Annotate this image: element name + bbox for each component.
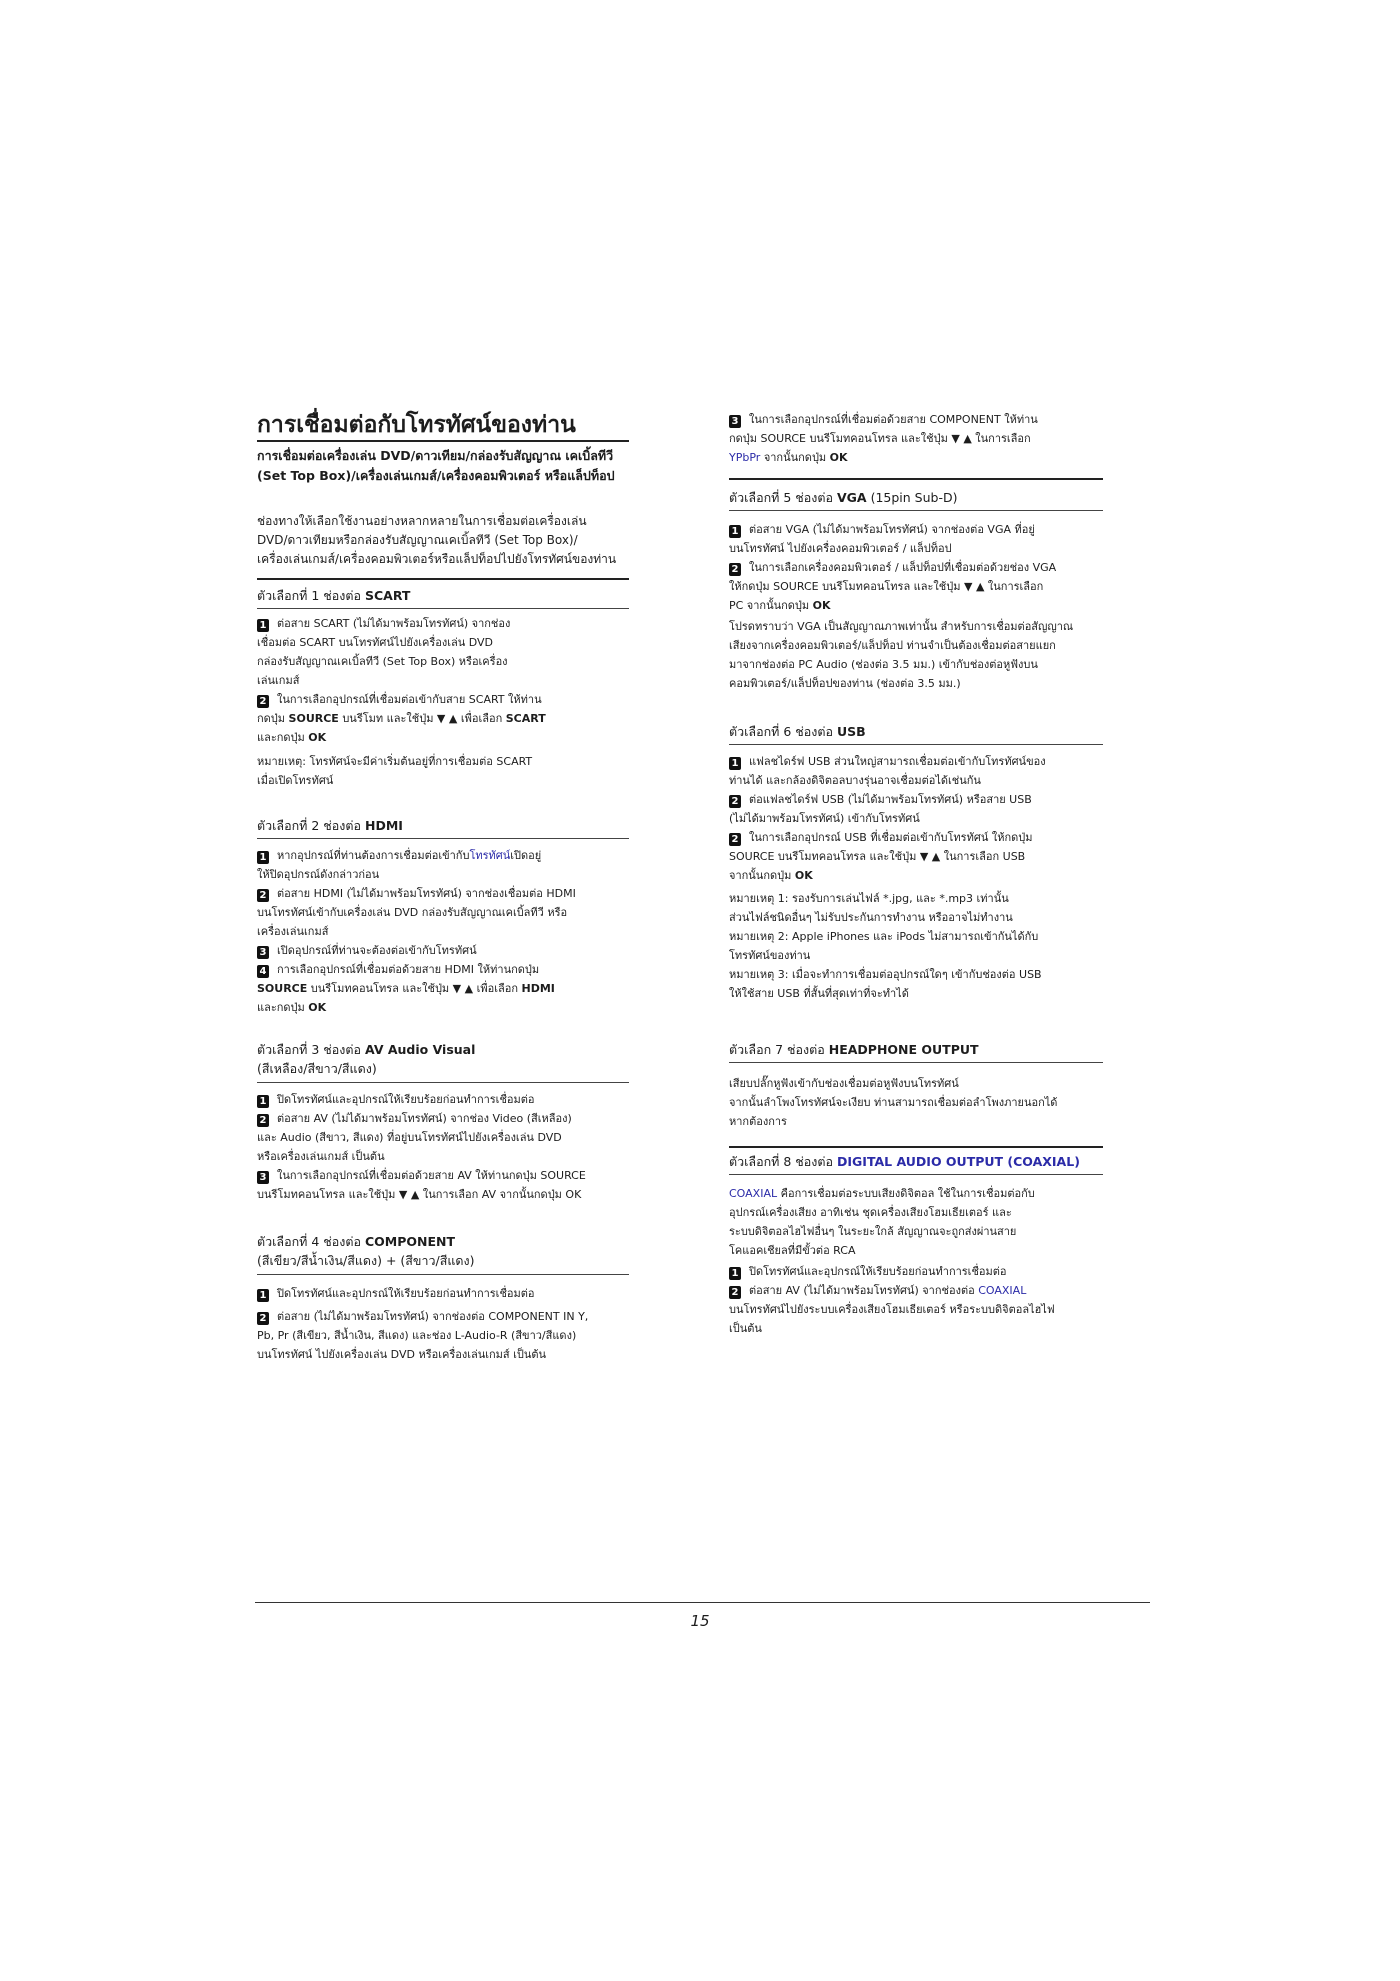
section-3-heading: ตัวเลือกที่ 3 ช่องต่อ AV Audio Visual (สีเหลือง/สีขาว/สีแดง) (257, 1042, 476, 1076)
section-6-heading: ตัวเลือกที่ 6 ช่องต่อ USB (729, 724, 866, 739)
title-rule (257, 440, 629, 442)
step-4-badge: 4 (257, 965, 269, 978)
step-2-badge: 2 (257, 889, 269, 902)
section-1-rule (257, 608, 629, 609)
section-6-body: 1 แฟลชไดร์ฟ USB ส่วนใหญ่สามารถเชื่อมต่อเข้ากับโทรทัศน์ของ ท่านได้ และกล้องดิจิตอลบางรุ่นอาจเชื่อมต่อได้เช่นกัน 2 ต่อแฟลชไดร์ฟ USB (ไม่ได้มาพร้อมโทรทัศน์) หรือสาย USB (ไม่ได้มาพร้อมโทรทัศน์) เข้ากับโทรทัศน์ 2 ในการเลือกอุปกรณ์ USB ที่เชื่อมต่อเข้ากับโทรทัศน์ ให้กดปุ่ม SOURCE บนรีโมทคอนโทรล และใช้ปุ่ม ▼ ▲ ในการเลือก USB จากนั้นกดปุ่ม OK หมายเหตุ 1: รองรับการเล่นไฟล์ *.jpg, และ *.mp3 เท่านั้น ส่วนไฟล์ชนิดอื่นๆ ไม่รับประกันการทำงาน หรืออาจไม่ทำงาน หมายเหตุ 2: Apple iPhones และ iPods ไม่สามารถเข้ากันได้กับ โทรทัศน์ของท่าน หมายเหตุ 3: เมื่อจะทำการเชื่อมต่ออุปกรณ์ใดๆ เข้ากับช่องต่อ USB ให้ใช้สาย USB ที่สั้นที่สุดเท่าที่จะทำได้ (729, 755, 1046, 1000)
section-8-body: COAXIAL คือการเชื่อมต่อระบบเสียงดิจิตอล ใช้ในการเชื่อมต่อกับ อุปกรณ์เครื่องเสียง อาทิเช่น ชุดเครื่องเสียงโฮมเธียเตอร์ และ ระบบดิจิตอลไฮไฟอื่นๆ ในระยะใกล้ สัญญาณจะถูกส่งผ่านสาย โคแอคเชียลที่มีขั้วต่อ RCA 1 ปิดโทรทัศน์และอุปกรณ์ให้เรียบร้อยก่อนทำการเชื่อมต่อ 2 ต่อสาย AV (ไม่ได้มาพร้อมโทรทัศน์) จากช่องต่อ COAXIAL บนโทรทัศน์ไปยังระบบเครื่องเสียงโฮมเธียเตอร์ หรือระบบดิจิตอลไฮไฟ เป็นต้น (729, 1187, 1055, 1335)
section-6-rule (729, 744, 1103, 745)
section-5-rule (729, 510, 1103, 511)
section-5-body: 1 ต่อสาย VGA (ไม่ได้มาพร้อมโทรทัศน์) จากช่องต่อ VGA ที่อยู่ บนโทรทัศน์ ไปยังเครื่องคอมพิวเตอร์ / แล็ปท็อป 2 ในการเลือกเครื่องคอมพิวเตอร์ / แล็ปท็อปที่เชื่อมต่อด้วยช่อง VGA ให้กดปุ่ม SOURCE บนรีโมทคอนโทรล และใช้ปุ่ม ▼ ▲ ในการเลือก PC จากนั้นกดปุ่ม OK โปรดทราบว่า VGA เป็นสัญญาณภาพเท่านั้น สำหรับการเชื่อมต่อสัญญาณ เสียงจากเครื่องคอมพิวเตอร์/แล็ปท็อป ท่านจำเป็นต้องเชื่อมต่อสายแยก มาจากช่องต่อ PC Audio (ช่องต่อ 3.5 มม.) เข้ากับช่องต่อหูฟังบน คอมพิวเตอร์/แล็ปท็อปของท่าน (ช่องต่อ 3.5 มม.) (729, 523, 1074, 690)
step-1-badge: 1 (257, 851, 269, 864)
section-1-body: 1 ต่อสาย SCART (ไม่ได้มาพร้อมโทรทัศน์) จากช่อง เชื่อมต่อ SCART บนโทรทัศน์ไปยังเครื่องเล่น DVD กล่องรับสัญญาณเคเบิ้ลทีวี (Set Top Box) หรือเครื่อง เล่นเกมส์ 2 ในการเลือกอุปกรณ์ที่เชื่อมต่อเข้ากับสาย SCART ให้ท่าน กดปุ่ม SOURCE บนรีโมท และใช้ปุ่ม ▼ ▲ เพื่อเลือก SCART และกดปุ่ม OK หมายเหตุ: โทรทัศน์จะมีค่าเริ่มต้นอยู่ที่การเชื่อมต่อ SCART เมื่อเปิดโทรทัศน์ (257, 617, 546, 787)
section-3-body: 1 ปิดโทรทัศน์และอุปกรณ์ให้เรียบร้อยก่อนทำการเชื่อมต่อ 2 ต่อสาย AV (ไม่ได้มาพร้อมโทรทัศน์) จากช่อง Video (สีเหลือง) และ Audio (สีขาว, สีแดง) ที่อยู่บนโทรทัศน์ไปยังเครื่องเล่น DVD หรือเครื่องเล่นเกมส์ เป็นต้น 3 ในการเลือกอุปกรณ์ที่เชื่อมต่อด้วยสาย AV ให้ท่านกดปุ่ม SOURCE บนรีโมทคอนโทรล และใช้ปุ่ม ▼ ▲ ในการเลือก AV จากนั้นกดปุ่ม OK (257, 1093, 586, 1201)
step-2-badge: 2 (729, 563, 741, 576)
step-1-badge: 1 (257, 1095, 269, 1108)
step-3-badge: 3 (257, 946, 269, 959)
section-4-heading: ตัวเลือกที่ 4 ช่องต่อ COMPONENT (สีเขียว/สีน้ำเงิน/สีแดง) + (สีขาว/สีแดง) (257, 1234, 475, 1268)
section-7-heading: ตัวเลือก 7 ช่องต่อ HEADPHONE OUTPUT (729, 1042, 979, 1057)
page-subtitle: การเชื่อมต่อเครื่องเล่น DVD/ดาวเทียม/กล่องรับสัญญาณ เคเบิ้ลทีวี (Set Top Box)/เครื่องเล่นเกมส์/เครื่องคอมพิวเตอร์ หรือแล็ปท็อป (257, 448, 615, 483)
page-number: 15 (690, 1612, 710, 1630)
section-2-heading: ตัวเลือกที่ 2 ช่องต่อ HDMI (257, 818, 403, 833)
section-3-rule (257, 1082, 629, 1083)
step-1-badge: 1 (257, 619, 269, 632)
step-3-badge: 2 (729, 833, 741, 846)
step-2-badge: 2 (257, 1312, 269, 1325)
step-1-badge: 1 (257, 1289, 269, 1302)
step-3-badge: 3 (257, 1171, 269, 1184)
section-2-rule (257, 838, 629, 839)
section-8-rule (729, 1174, 1103, 1175)
section-4-body: 1 ปิดโทรทัศน์และอุปกรณ์ให้เรียบร้อยก่อนทำการเชื่อมต่อ 2 ต่อสาย (ไม่ได้มาพร้อมโทรทัศน์) จากช่องต่อ COMPONENT IN Y, Pb, Pr (สีเขียว, สีน้ำเงิน, สีแดง) และช่อง L-Audio-R (สีขาว/สีแดง) บนโทรทัศน์ ไปยังเครื่องเล่น DVD หรือเครื่องเล่นเกมส์ เป็นต้น (257, 1287, 589, 1361)
section-4-rule (257, 1274, 629, 1275)
section-8-heading: ตัวเลือกที่ 8 ช่องต่อ DIGITAL AUDIO OUTPUT (COAXIAL) (729, 1154, 1080, 1169)
step-1-badge: 1 (729, 757, 741, 770)
page-title: การเชื่อมต่อกับโทรทัศน์ของท่าน (257, 412, 576, 438)
step-2-badge: 2 (257, 695, 269, 708)
section-5-heading: ตัวเลือกที่ 5 ช่องต่อ VGA (15pin Sub-D) (729, 490, 958, 505)
step-2-badge: 2 (729, 795, 741, 808)
section-4-continued: 3 ในการเลือกอุปกรณ์ที่เชื่อมต่อด้วยสาย COMPONENT ให้ท่าน กดปุ่ม SOURCE บนรีโมทคอนโทรล และใช้ปุ่ม ▼ ▲ ในการเลือก YPbPr จากนั้นกดปุ่ม OK (729, 413, 1038, 464)
section-7-rule (729, 1062, 1103, 1063)
step-3-badge: 3 (729, 415, 741, 428)
step-2-badge: 2 (729, 1286, 741, 1299)
step-2-badge: 2 (257, 1114, 269, 1127)
intro-text: ช่องทางให้เลือกใช้งานอย่างหลากหลายในการเชื่อมต่อเครื่องเล่น DVD/ดาวเทียมหรือกล่องรับสัญญาณเคเบิ้ลทีวี (Set Top Box)/ เครื่องเล่นเกมส์/เครื่องคอมพิวเตอร์หรือแล็ปท็อปไปยังโทรทัศน์ของท่าน (257, 514, 617, 566)
section-7-body: เสียบปลั๊กหูฟังเข้ากับช่องเชื่อมต่อหูฟังบนโทรทัศน์ จากนั้นลำโพงโทรทัศน์จะเงียบ ท่านสามารถเชื่อมต่อลำโพงภายนอกได้ หากต้องการ (729, 1077, 1058, 1128)
footer-rule (255, 1602, 1150, 1603)
section-1-heading: ตัวเลือกที่ 1 ช่องต่อ SCART (257, 588, 411, 603)
step-1-badge: 1 (729, 1267, 741, 1280)
section-rule (257, 578, 629, 580)
section-2-body: 1 หากอุปกรณ์ที่ท่านต้องการเชื่อมต่อเข้ากับโทรทัศน์เปิดอยู่ ให้ปิดอุปกรณ์ดังกล่าวก่อน 2 ต่อสาย HDMI (ไม่ได้มาพร้อมโทรทัศน์) จากช่องเชื่อมต่อ HDMI บนโทรทัศน์เข้ากับเครื่องเล่น DVD กล่องรับสัญญาณเคเบิ้ลทีวี หรือ เครื่องเล่นเกมส์ 3 เปิดอุปกรณ์ที่ท่านจะต้องต่อเข้ากับโทรทัศน์ 4 การเลือกอุปกรณ์ที่เชื่อมต่อด้วยสาย HDMI ให้ท่านกดปุ่ม SOURCE บนรีโมทคอนโทรล และใช้ปุ่ม ▼ ▲ เพื่อเลือก HDMI และกดปุ่ม OK (257, 849, 576, 1014)
section-rule (729, 478, 1103, 480)
step-1-badge: 1 (729, 525, 741, 538)
section-rule (729, 1146, 1103, 1148)
